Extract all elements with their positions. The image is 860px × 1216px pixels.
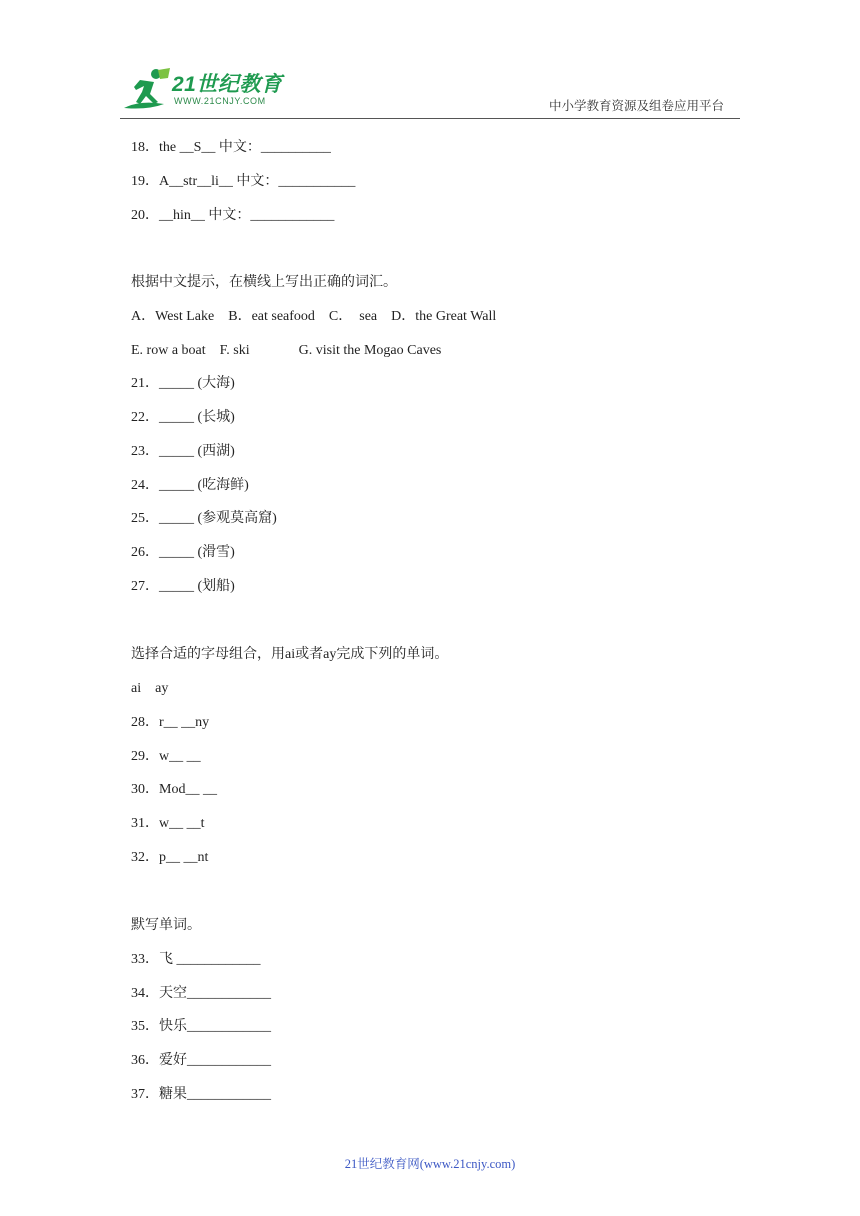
logo-text: 21世纪教育 <box>172 73 283 96</box>
question-20: 20．__hin__ 中文：____________ <box>131 208 335 223</box>
question-34: 34．天空____________ <box>131 986 271 1001</box>
runner-logo-icon <box>120 66 172 114</box>
question-24: 24．_____ (吃海鲜) <box>131 478 249 493</box>
question-27: 27．_____ (划船) <box>131 579 235 594</box>
section4-instruction: 默写单词。 <box>131 918 201 933</box>
question-22: 22．_____ (长城) <box>131 410 235 425</box>
question-33: 33．飞 ____________ <box>131 952 261 967</box>
logo-url: WWW.21CNJY.COM <box>174 96 266 106</box>
question-26: 26．_____ (滑雪) <box>131 545 235 560</box>
header-divider <box>120 118 740 119</box>
question-30: 30．Mod__ __ <box>131 782 217 797</box>
question-31: 31．w__ __t <box>131 816 205 831</box>
section3-instruction: 选择合适的字母组合，用ai或者ay完成下列的单词。 <box>131 647 449 662</box>
question-32: 32．p__ __nt <box>131 850 209 865</box>
question-36: 36．爱好____________ <box>131 1053 271 1068</box>
question-19: 19．A__str__li__ 中文：___________ <box>131 174 356 189</box>
question-28: 28．r__ __ny <box>131 715 210 730</box>
letter-choices: ai ay <box>131 681 169 696</box>
page-footer[interactable]: 21世纪教育网(www.21cnjy.com) <box>344 1157 516 1171</box>
question-25: 25．_____ (参观莫高窟) <box>131 511 277 526</box>
question-21: 21．_____ (大海) <box>131 376 235 391</box>
question-18: 18．the __S__ 中文：__________ <box>131 140 331 155</box>
question-29: 29．w__ __ <box>131 749 201 764</box>
section2-instruction: 根据中文提示，在横线上写出正确的词汇。 <box>131 275 397 290</box>
platform-name: 中小学教育资源及组卷应用平台 <box>549 98 725 113</box>
question-37: 37．糖果____________ <box>131 1087 271 1102</box>
options-line-1: A．West Lake B．eat seafood C． sea D．the Great Wall <box>131 309 497 324</box>
question-35: 35．快乐____________ <box>131 1019 271 1034</box>
logo <box>120 66 295 116</box>
question-23: 23．_____ (西湖) <box>131 444 235 459</box>
page-header <box>0 0 860 125</box>
options-line-2: E. row a boat F. ski G. visit the Mogao Caves <box>131 343 442 358</box>
